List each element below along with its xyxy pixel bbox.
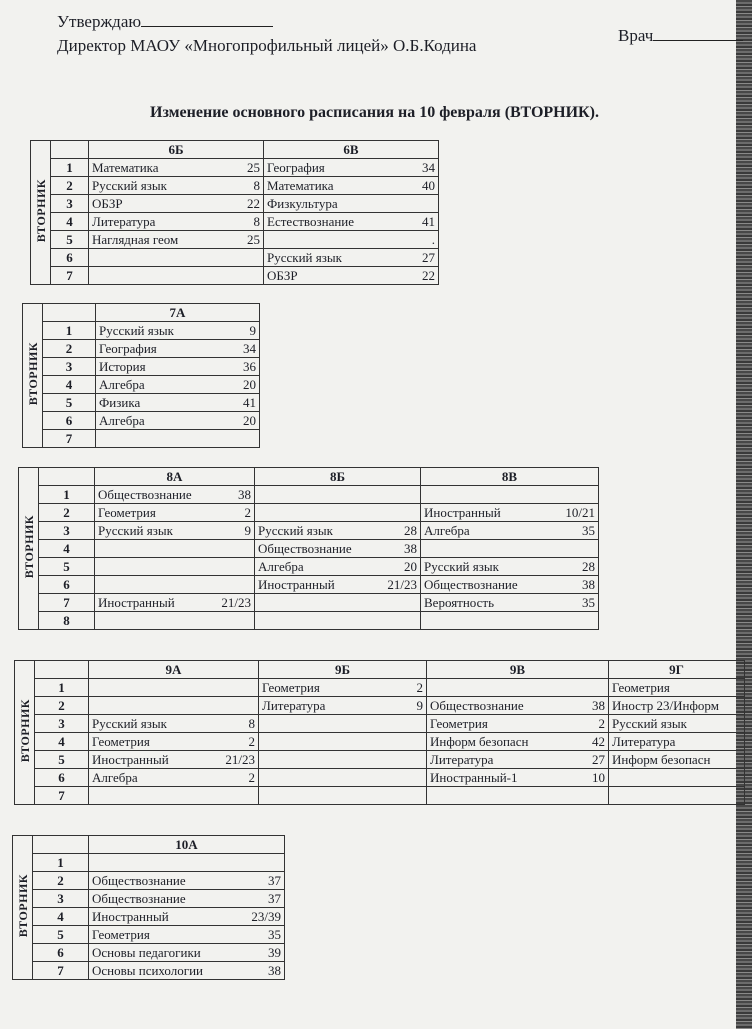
subject: Геометрия [92,927,150,942]
subject: Математика [267,178,334,193]
lesson-cell [95,612,255,630]
lesson-cell [264,213,439,231]
approve-line [57,12,273,32]
room-number: 8 [248,716,255,731]
schedule-table-6 [30,140,439,285]
schedule-table-8 [18,467,599,630]
lesson-cell [259,787,427,805]
lesson-cell [609,715,745,733]
room-number: 27 [422,250,435,265]
lesson-cell [264,159,439,177]
room-number: 38 [582,577,595,592]
lesson-cell [421,594,599,612]
lesson-cell [421,612,599,630]
lesson-number: 5 [35,751,89,769]
lesson-number: 4 [39,540,95,558]
table-row [23,340,260,358]
subject: Основы педагогики [92,945,201,960]
subject: Иностранный [424,505,501,520]
table-row [15,733,745,751]
room-number: 38 [592,698,605,713]
lesson-cell [264,177,439,195]
lesson-number: 4 [35,733,89,751]
lesson-cell [609,751,745,769]
class-header: 6В [264,141,439,159]
lesson-cell [421,558,599,576]
corner-cell [39,468,95,486]
lesson-cell [421,522,599,540]
corner-cell [33,836,89,854]
subject: Литература [612,734,676,749]
room-number: 2 [248,770,255,785]
table-row [31,195,439,213]
table-row [19,558,599,576]
subject: Русский язык [92,178,167,193]
doctor-line [618,26,743,46]
approve-label: Утверждаю [57,12,142,31]
room-number: 23/39 [251,909,281,924]
lesson-number: 3 [33,890,89,908]
subject: Иностранный [98,595,175,610]
lesson-cell [255,504,421,522]
room-number: 34 [422,160,435,175]
table-row [15,715,745,733]
schedule-table-9 [14,660,745,805]
subject: Обществознание [92,891,186,906]
lesson-number: 6 [39,576,95,594]
subject: Геометрия [98,505,156,520]
lesson-cell [255,486,421,504]
room-number: 2 [248,734,255,749]
lesson-number: 4 [51,213,89,231]
lesson-cell [427,715,609,733]
table-row [31,177,439,195]
lesson-cell [95,522,255,540]
day-label: ВТОРНИК [18,699,32,763]
corner-cell [51,141,89,159]
subject: Иностранный-1 [430,770,518,785]
lesson-cell [89,787,259,805]
table-row [19,612,599,630]
lesson-cell [255,612,421,630]
room-number: 28 [404,523,417,538]
room-number: 38 [238,487,251,502]
table-row [19,486,599,504]
lesson-cell [259,769,427,787]
signature-line [141,25,273,27]
room-number: 9 [416,698,423,713]
day-label: ВТОРНИК [34,179,48,243]
subject: Обществознание [424,577,518,592]
subject: Алгебра [92,770,138,785]
lesson-number: 3 [35,715,89,733]
lesson-cell [96,358,260,376]
lesson-cell [89,926,285,944]
lesson-number: 1 [51,159,89,177]
subject: Иностранный [92,909,169,924]
lesson-cell [96,322,260,340]
room-number: 41 [243,395,256,410]
lesson-cell [427,787,609,805]
lesson-number: 1 [35,679,89,697]
day-label-cell [13,836,33,980]
subject: Русский язык [612,716,687,731]
lesson-cell [609,679,745,697]
lesson-cell [609,769,745,787]
lesson-cell [255,522,421,540]
subject: Естествознание [267,214,355,229]
lesson-cell [89,769,259,787]
lesson-cell [427,733,609,751]
class-header: 9Б [259,661,427,679]
subject: Геометрия [612,680,670,695]
lesson-number: 3 [39,522,95,540]
class-header: 10А [89,836,285,854]
subject: История [99,359,146,374]
lesson-cell [421,540,599,558]
room-number: 2 [416,680,423,695]
room-number: 34 [243,341,256,356]
lesson-cell [89,697,259,715]
subject: Физкультура [267,196,338,211]
header-row [31,141,439,159]
lesson-cell [421,486,599,504]
lesson-cell [421,504,599,522]
table-row [13,944,285,962]
lesson-cell [89,213,264,231]
lesson-number: 1 [33,854,89,872]
subject: Геометрия [262,680,320,695]
class-header: 7А [96,304,260,322]
table-row [19,576,599,594]
class-header: 9Г [609,661,745,679]
table-row [19,504,599,522]
subject: Иностранный [92,752,169,767]
room-number: 2 [244,505,251,520]
lesson-number: 7 [33,962,89,980]
lesson-number: 1 [39,486,95,504]
room-number: 37 [268,873,281,888]
subject: География [267,160,325,175]
lesson-number: 7 [43,430,96,448]
subject: Физика [99,395,141,410]
room-number: . [431,232,435,247]
table-row [13,962,285,980]
lesson-number: 6 [35,769,89,787]
day-label-cell [23,304,43,448]
scan-edge [736,0,752,1029]
table-row [31,249,439,267]
lesson-cell [95,558,255,576]
lesson-cell [96,430,260,448]
lesson-number: 3 [43,358,96,376]
room-number: 20 [404,559,417,574]
lesson-cell [255,576,421,594]
subject: Обществознание [98,487,192,502]
class-header: 9А [89,661,259,679]
lesson-number: 2 [33,872,89,890]
table-row [19,522,599,540]
lesson-cell [89,908,285,926]
subject: Информ безопасн [612,752,711,767]
room-number: 35 [268,927,281,942]
lesson-cell [259,715,427,733]
day-label: ВТОРНИК [22,515,36,579]
lesson-number: 6 [33,944,89,962]
class-header: 8Б [255,468,421,486]
day-label-cell [31,141,51,285]
table-row [19,594,599,612]
table-row [31,159,439,177]
table-row [13,908,285,926]
table-row [31,213,439,231]
room-number: 25 [247,232,260,247]
table-row [23,358,260,376]
lesson-cell [89,854,285,872]
subject: Обществознание [258,541,352,556]
lesson-cell [95,576,255,594]
lesson-cell [259,751,427,769]
room-number: 9 [244,523,251,538]
room-number: 40 [422,178,435,193]
room-number: 22 [422,268,435,283]
lesson-cell [95,486,255,504]
lesson-number: 6 [43,412,96,430]
lesson-cell [95,504,255,522]
subject: Наглядная геом [92,232,179,247]
subject: Русский язык [258,523,333,538]
room-number: 20 [243,413,256,428]
table-row [23,430,260,448]
lesson-cell [89,962,285,980]
lesson-number: 5 [39,558,95,576]
lesson-number: 3 [51,195,89,213]
subject: ОБЗР [267,268,298,283]
subject: Литература [430,752,494,767]
table-row [13,854,285,872]
header-row [23,304,260,322]
room-number: 35 [582,523,595,538]
table-row [23,322,260,340]
lesson-number: 8 [39,612,95,630]
schedule-table-10 [12,835,285,980]
lesson-number: 5 [51,231,89,249]
lesson-cell [89,890,285,908]
lesson-cell [255,540,421,558]
room-number: 10/21 [565,505,595,520]
lesson-cell [89,231,264,249]
room-number: 21/23 [387,577,417,592]
lesson-cell [89,715,259,733]
lesson-cell [89,249,264,267]
lesson-cell [609,787,745,805]
lesson-cell [89,751,259,769]
lesson-cell [89,872,285,890]
lesson-number: 2 [39,504,95,522]
table-row [23,376,260,394]
lesson-cell [95,594,255,612]
subject: Иностр 23/Информ [612,698,719,713]
room-number: 9 [249,323,256,338]
subject: Геометрия [430,716,488,731]
corner-cell [35,661,89,679]
lesson-cell [89,195,264,213]
lesson-cell [89,679,259,697]
subject: Алгебра [258,559,304,574]
lesson-cell [89,177,264,195]
room-number: 35 [582,595,595,610]
lesson-cell [259,679,427,697]
room-number: 38 [268,963,281,978]
lesson-cell [89,159,264,177]
lesson-cell [255,558,421,576]
lesson-cell [427,769,609,787]
lesson-cell [421,576,599,594]
lesson-cell [255,594,421,612]
day-label: ВТОРНИК [26,342,40,406]
doctor-signature-line [653,39,743,41]
table-row [15,769,745,787]
table-row [15,679,745,697]
subject: Алгебра [99,413,145,428]
table-row [13,890,285,908]
header-row [13,836,285,854]
class-header: 8А [95,468,255,486]
day-label-cell [19,468,39,630]
lesson-cell [96,394,260,412]
schedule-table-7 [22,303,260,448]
lesson-cell [259,697,427,715]
class-header: 6Б [89,141,264,159]
subject: Обществознание [430,698,524,713]
room-number: 8 [253,178,260,193]
header-row [15,661,745,679]
table-row [15,751,745,769]
subject: Информ безопасн [430,734,529,749]
room-number: 28 [582,559,595,574]
subject: Литература [262,698,326,713]
lesson-cell [89,733,259,751]
lesson-number: 5 [33,926,89,944]
subject: Литература [92,214,156,229]
lesson-number: 7 [35,787,89,805]
subject: ОБЗР [92,196,123,211]
lesson-cell [96,376,260,394]
room-number: 41 [422,214,435,229]
subject: Вероятность [424,595,495,610]
table-row [13,926,285,944]
lesson-number: 7 [39,594,95,612]
room-number: 36 [243,359,256,374]
room-number: 10 [592,770,605,785]
subject: Алгебра [424,523,470,538]
lesson-cell [264,249,439,267]
lesson-cell [427,751,609,769]
subject: Математика [92,160,159,175]
lesson-number: 5 [43,394,96,412]
lesson-cell [89,267,264,285]
room-number: 27 [592,752,605,767]
room-number: 20 [243,377,256,392]
lesson-number: 1 [43,322,96,340]
room-number: 8 [253,214,260,229]
lesson-number: 2 [51,177,89,195]
lesson-cell [427,697,609,715]
lesson-cell [96,412,260,430]
room-number: 37 [268,891,281,906]
subject: Алгебра [99,377,145,392]
corner-cell [43,304,96,322]
lesson-cell [259,733,427,751]
lesson-number: 6 [51,249,89,267]
lesson-cell [95,540,255,558]
lesson-cell [264,231,439,249]
lesson-number: 4 [43,376,96,394]
subject: Русский язык [267,250,342,265]
room-number: 21/23 [221,595,251,610]
lesson-number: 7 [51,267,89,285]
subject: Геометрия [92,734,150,749]
lesson-cell [264,267,439,285]
table-row [31,267,439,285]
room-number: 22 [247,196,260,211]
table-row [13,872,285,890]
day-label-cell [15,661,35,805]
lesson-cell [609,697,745,715]
class-header: 9В [427,661,609,679]
room-number: 39 [268,945,281,960]
table-row [19,540,599,558]
class-header: 8В [421,468,599,486]
table-row [15,697,745,715]
lesson-cell [427,679,609,697]
doctor-label: Врач [618,26,654,45]
room-number: 38 [404,541,417,556]
lesson-cell [609,733,745,751]
page-title: Изменение основного расписания на 10 февраля (ВТОРНИК). [150,104,599,121]
subject: Русский язык [98,523,173,538]
room-number: 2 [598,716,605,731]
director-line: Директор МАОУ «Многопрофильный лицей» О.Б.Кодина [57,36,477,55]
lesson-number: 2 [35,697,89,715]
table-row [31,231,439,249]
subject: Русский язык [99,323,174,338]
lesson-cell [89,944,285,962]
table-row [23,412,260,430]
header-row [19,468,599,486]
day-label: ВТОРНИК [16,874,30,938]
subject: География [99,341,157,356]
subject: Основы психологии [92,963,203,978]
subject: Иностранный [258,577,335,592]
subject: Обществознание [92,873,186,888]
table-row [23,394,260,412]
room-number: 42 [592,734,605,749]
room-number: 25 [247,160,260,175]
lesson-number: 2 [43,340,96,358]
lesson-number: 4 [33,908,89,926]
table-row [15,787,745,805]
lesson-cell [96,340,260,358]
subject: Русский язык [424,559,499,574]
room-number: 21/23 [225,752,255,767]
lesson-cell [264,195,439,213]
subject: Русский язык [92,716,167,731]
